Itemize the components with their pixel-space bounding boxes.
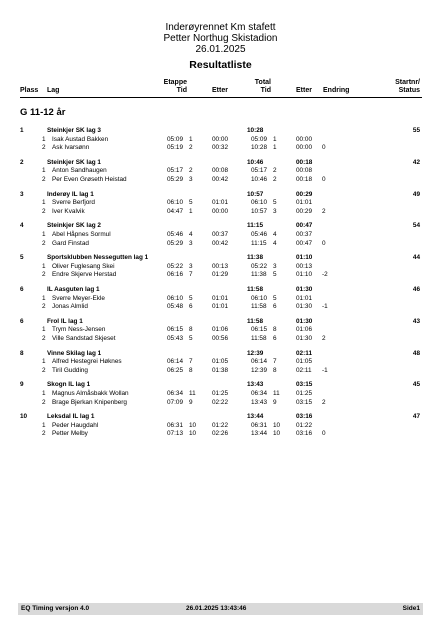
team-place: 2 xyxy=(20,158,24,166)
total-rank: 8 xyxy=(273,366,277,374)
leg-number: 1 xyxy=(42,135,46,143)
team-startnr: 54 xyxy=(412,222,420,230)
team-block xyxy=(0,286,441,318)
team-name: Vinne Skilag lag 1 xyxy=(47,349,102,357)
total-time: 06:10 xyxy=(251,294,267,302)
team-place: 4 xyxy=(20,222,24,230)
total-after: 01:25 xyxy=(296,389,312,397)
team-place: 5 xyxy=(20,254,24,262)
team-block xyxy=(0,127,441,159)
leg-after: 00:13 xyxy=(212,262,228,270)
team-block xyxy=(0,159,441,191)
leg-number: 2 xyxy=(42,144,46,152)
total-after: 00:08 xyxy=(296,167,312,175)
leg-time: 05:17 xyxy=(167,167,183,175)
runner-name: Trym Ness-Jensen xyxy=(52,326,106,334)
team-total-after: 03:15 xyxy=(296,381,313,389)
leg-after: 00:42 xyxy=(212,175,228,183)
team-startnr: 46 xyxy=(412,285,420,293)
total-time: 05:17 xyxy=(251,167,267,175)
total-rank: 3 xyxy=(273,262,277,270)
leg-row xyxy=(0,422,441,431)
leg-time: 06:31 xyxy=(167,421,183,429)
runner-name: Endre Skjerve Herstad xyxy=(52,271,117,279)
total-rank: 4 xyxy=(273,230,277,238)
leg-after: 01:22 xyxy=(212,421,228,429)
report-header xyxy=(0,22,441,72)
team-row xyxy=(0,413,441,422)
team-startnr: 43 xyxy=(412,317,420,325)
runner-name: Isak Austad Bakken xyxy=(52,135,109,143)
leg-number: 2 xyxy=(42,430,46,438)
leg-row xyxy=(0,390,441,399)
leg-row xyxy=(0,326,441,335)
leg-time: 05:09 xyxy=(167,135,183,143)
team-place: 1 xyxy=(20,127,24,134)
runner-name: Per Even Grøseth Heistad xyxy=(52,175,127,183)
leg-after: 00:37 xyxy=(212,230,228,238)
leg-time: 06:16 xyxy=(167,271,183,279)
total-rank: 6 xyxy=(273,334,277,342)
total-after: 03:15 xyxy=(296,398,312,406)
team-total-time: 11:58 xyxy=(247,317,263,325)
runner-name: Petter Melby xyxy=(52,430,88,438)
leg-number: 2 xyxy=(42,334,46,342)
total-rank: 10 xyxy=(273,430,281,438)
team-total-after: 01:30 xyxy=(296,285,313,293)
total-time: 11:38 xyxy=(251,271,267,279)
team-row xyxy=(0,286,441,295)
team-place: 3 xyxy=(20,190,24,198)
total-time: 12:39 xyxy=(251,366,267,374)
team-block xyxy=(0,191,441,223)
total-rank: 5 xyxy=(273,294,277,302)
leg-row xyxy=(0,399,441,408)
team-name: Sportsklubben Nessegutten lag 1 xyxy=(47,254,149,262)
leg-row xyxy=(0,208,441,217)
leg-rank: 5 xyxy=(189,334,193,342)
leg-time: 06:10 xyxy=(167,294,183,302)
total-time: 10:46 xyxy=(251,175,267,183)
team-name: Steinkjer SK lag 3 xyxy=(47,127,101,134)
leg-number: 2 xyxy=(42,239,46,247)
team-row xyxy=(0,254,441,263)
leg-row xyxy=(0,199,441,208)
team-place: 6 xyxy=(20,285,24,293)
team-total-after: 00:47 xyxy=(296,222,313,230)
total-after: 01:30 xyxy=(296,334,312,342)
leg-rank: 1 xyxy=(189,207,193,215)
leg-row xyxy=(0,167,441,176)
total-after: 02:11 xyxy=(296,366,312,374)
runner-name: Iver Kvalvik xyxy=(52,207,85,215)
total-after: 01:01 xyxy=(296,199,312,207)
team-total-after: 00:29 xyxy=(296,190,313,198)
leg-after: 01:38 xyxy=(212,366,228,374)
leg-row xyxy=(0,271,441,280)
team-total-time: 10:57 xyxy=(247,190,264,198)
team-total-time: 11:58 xyxy=(247,285,263,293)
leg-row xyxy=(0,335,441,344)
total-after: 01:30 xyxy=(296,303,312,311)
rank-change: 0 xyxy=(322,430,326,438)
total-rank: 11 xyxy=(273,389,280,397)
leg-after: 01:01 xyxy=(212,303,228,311)
leg-time: 05:48 xyxy=(167,303,183,311)
team-total-time: 13:43 xyxy=(247,381,264,389)
team-name: Inderøy IL lag 1 xyxy=(47,190,94,198)
leg-rank: 11 xyxy=(189,389,196,397)
team-block xyxy=(0,318,441,350)
team-name: Frol IL lag 1 xyxy=(47,317,83,325)
total-time: 11:15 xyxy=(251,239,267,247)
leg-number: 2 xyxy=(42,303,46,311)
total-rank: 2 xyxy=(273,167,277,175)
results-list xyxy=(0,127,441,445)
leg-number: 1 xyxy=(42,167,46,175)
total-time: 06:10 xyxy=(251,199,267,207)
team-row xyxy=(0,222,441,231)
leg-rank: 10 xyxy=(189,430,197,438)
runner-name: Magnus Almåsbakk Wollan xyxy=(52,389,129,397)
leg-after: 00:00 xyxy=(212,135,228,143)
leg-time: 05:43 xyxy=(167,334,183,342)
column-headers xyxy=(0,78,441,104)
col-etappe: Etappe xyxy=(163,79,187,86)
leg-rank: 5 xyxy=(189,199,193,207)
leg-rank: 8 xyxy=(189,366,193,374)
footer-page: Side1 xyxy=(402,605,420,612)
leg-after: 01:29 xyxy=(212,271,228,279)
leg-after: 01:25 xyxy=(212,389,228,397)
leg-time: 06:34 xyxy=(167,389,183,397)
leg-number: 1 xyxy=(42,326,46,334)
team-startnr: 42 xyxy=(412,158,420,166)
runner-name: Jonas Almlid xyxy=(52,303,88,311)
leg-number: 2 xyxy=(42,398,46,406)
total-rank: 7 xyxy=(273,358,277,366)
total-rank: 2 xyxy=(273,175,277,183)
leg-row xyxy=(0,430,441,439)
leg-after: 02:22 xyxy=(212,398,228,406)
leg-number: 1 xyxy=(42,294,46,302)
total-time: 13:43 xyxy=(251,398,267,406)
leg-after: 02:26 xyxy=(212,430,228,438)
leg-number: 2 xyxy=(42,207,46,215)
leg-after: 01:01 xyxy=(212,294,228,302)
team-name: IL Aasguten lag 1 xyxy=(47,285,100,293)
runner-name: Brage Bjerkan Knipenberg xyxy=(52,398,127,406)
leg-row xyxy=(0,303,441,312)
team-total-after: 02:11 xyxy=(296,349,312,357)
team-row xyxy=(0,350,441,359)
runner-name: Peder Haugdahl xyxy=(52,421,99,429)
team-total-time: 11:38 xyxy=(247,254,263,262)
total-after: 00:13 xyxy=(296,262,312,270)
leg-row xyxy=(0,295,441,304)
rank-change: 0 xyxy=(322,144,326,152)
rank-change: 0 xyxy=(322,239,326,247)
team-startnr: 45 xyxy=(412,381,420,389)
leg-number: 1 xyxy=(42,389,46,397)
runner-name: Gard Finstad xyxy=(52,239,89,247)
total-rank: 1 xyxy=(273,144,277,152)
col-plass: Plass xyxy=(20,87,39,94)
rank-change: -1 xyxy=(322,303,328,311)
team-name: Skogn IL lag 1 xyxy=(47,381,91,389)
total-time: 13:44 xyxy=(251,430,267,438)
rank-change: -1 xyxy=(322,366,328,374)
total-after: 01:22 xyxy=(296,421,312,429)
team-total-after: 01:10 xyxy=(296,254,313,262)
leg-time: 06:10 xyxy=(167,199,183,207)
team-block xyxy=(0,381,441,413)
total-after: 00:37 xyxy=(296,230,312,238)
total-rank: 8 xyxy=(273,326,277,334)
total-after: 00:00 xyxy=(296,144,312,152)
leg-after: 00:42 xyxy=(212,239,228,247)
leg-rank: 10 xyxy=(189,421,197,429)
leg-rank: 6 xyxy=(189,303,193,311)
total-after: 01:10 xyxy=(296,271,312,279)
team-startnr: 49 xyxy=(412,190,420,198)
team-block xyxy=(0,222,441,254)
total-time: 06:14 xyxy=(251,358,267,366)
leg-number: 1 xyxy=(42,358,46,366)
leg-rank: 9 xyxy=(189,398,193,406)
venue: Petter Northug Skistadion xyxy=(163,33,278,44)
team-total-time: 10:28 xyxy=(247,127,264,134)
team-total-time: 11:15 xyxy=(247,222,263,230)
leg-time: 05:46 xyxy=(167,230,183,238)
team-total-time: 10:46 xyxy=(247,158,264,166)
leg-time: 06:15 xyxy=(167,326,183,334)
col-total-tid: Tid xyxy=(260,87,271,94)
leg-rank: 1 xyxy=(189,135,193,143)
leg-time: 04:47 xyxy=(167,207,183,215)
total-time: 05:22 xyxy=(251,262,267,270)
leg-rank: 7 xyxy=(189,271,193,279)
header-rule xyxy=(20,97,422,98)
team-block xyxy=(0,413,441,445)
event-date: 26.01.2025 xyxy=(195,44,246,55)
total-after: 01:05 xyxy=(296,358,312,366)
leg-time: 05:19 xyxy=(167,144,183,152)
team-place: 9 xyxy=(20,381,24,389)
total-rank: 9 xyxy=(273,398,277,406)
total-time: 11:58 xyxy=(251,303,267,311)
total-time: 05:09 xyxy=(251,135,267,143)
team-place: 10 xyxy=(20,413,28,421)
leg-rank: 7 xyxy=(189,358,193,366)
leg-number: 2 xyxy=(42,175,46,183)
leg-after: 00:00 xyxy=(212,207,228,215)
leg-rank: 5 xyxy=(189,294,193,302)
total-after: 01:01 xyxy=(296,294,312,302)
leg-after: 00:56 xyxy=(212,334,228,342)
team-place: 8 xyxy=(20,349,24,357)
footer-software: EQ Timing versjon 4.0 xyxy=(21,605,90,612)
team-startnr: 55 xyxy=(412,127,420,134)
runner-name: Sverre Meyer-Ekle xyxy=(52,294,105,302)
leg-number: 2 xyxy=(42,366,46,374)
runner-name: Ville Sandstad Skjeset xyxy=(52,334,116,342)
leg-rank: 3 xyxy=(189,239,193,247)
leg-rank: 3 xyxy=(189,175,193,183)
leg-row xyxy=(0,231,441,240)
leg-after: 00:08 xyxy=(212,167,228,175)
col-status: Status xyxy=(398,87,420,94)
total-time: 11:58 xyxy=(251,334,267,342)
leg-time: 07:13 xyxy=(167,430,183,438)
runner-name: Ask Ivarsønn xyxy=(52,144,90,152)
leg-time: 05:22 xyxy=(167,262,183,270)
col-endring: Endring xyxy=(323,87,350,94)
team-name: Steinkjer SK lag 1 xyxy=(47,158,101,166)
leg-row xyxy=(0,176,441,185)
team-block xyxy=(0,350,441,382)
total-rank: 5 xyxy=(273,271,277,279)
total-rank: 1 xyxy=(273,135,277,143)
leg-rank: 4 xyxy=(189,230,193,238)
col-total-etter: Etter xyxy=(296,87,312,94)
event-title: Inderøyrennet Km stafett xyxy=(165,22,276,33)
col-lag: Lag xyxy=(47,87,60,94)
runner-name: Tiril Gudding xyxy=(52,366,88,374)
leg-row xyxy=(0,367,441,376)
leg-number: 1 xyxy=(42,230,46,238)
rank-change: 2 xyxy=(322,398,326,406)
total-after: 03:16 xyxy=(296,430,312,438)
total-after: 01:06 xyxy=(296,326,312,334)
group-heading: G 11-12 år xyxy=(20,107,66,118)
leg-row xyxy=(0,240,441,249)
total-time: 10:57 xyxy=(251,207,267,215)
rank-change: 0 xyxy=(322,175,326,183)
total-after: 00:47 xyxy=(296,239,312,247)
leg-after: 01:05 xyxy=(212,358,228,366)
leg-row xyxy=(0,263,441,272)
team-name: Leksdal IL lag 1 xyxy=(47,413,95,421)
total-after: 00:29 xyxy=(296,207,312,215)
team-row xyxy=(0,318,441,327)
total-time: 06:15 xyxy=(251,326,267,334)
team-row xyxy=(0,159,441,168)
team-total-time: 13:44 xyxy=(247,413,264,421)
leg-row xyxy=(0,136,441,145)
total-rank: 10 xyxy=(273,421,281,429)
total-rank: 3 xyxy=(273,207,277,215)
leg-time: 06:14 xyxy=(167,358,183,366)
leg-rank: 2 xyxy=(189,167,193,175)
report-title: Resultatliste xyxy=(189,59,252,71)
leg-after: 01:01 xyxy=(212,199,228,207)
team-place: 6 xyxy=(20,317,24,325)
leg-number: 1 xyxy=(42,199,46,207)
team-total-time: 12:39 xyxy=(247,349,264,357)
col-total: Total xyxy=(254,79,271,86)
runner-name: Anton Sandhaugen xyxy=(52,167,107,175)
team-row xyxy=(0,191,441,200)
col-startnr: Startnr/ xyxy=(395,79,420,86)
total-rank: 5 xyxy=(273,199,277,207)
rank-change: -2 xyxy=(322,271,328,279)
page-footer xyxy=(18,603,423,615)
col-etter: Etter xyxy=(212,87,228,94)
leg-rank: 2 xyxy=(189,144,193,152)
team-row xyxy=(0,381,441,390)
team-row xyxy=(0,127,441,136)
rank-change: 2 xyxy=(322,207,326,215)
total-after: 00:18 xyxy=(296,175,312,183)
total-time: 06:31 xyxy=(251,421,267,429)
rank-change: 2 xyxy=(322,334,326,342)
total-after: 00:00 xyxy=(296,135,312,143)
leg-time: 07:09 xyxy=(167,398,183,406)
team-name: Steinkjer SK lag 2 xyxy=(47,222,101,230)
leg-number: 2 xyxy=(42,271,46,279)
total-rank: 4 xyxy=(273,239,277,247)
team-block xyxy=(0,254,441,286)
total-time: 10:28 xyxy=(251,144,267,152)
team-total-after: 01:30 xyxy=(296,317,313,325)
runner-name: Alfred Hestegrei Høknes xyxy=(52,358,122,366)
runner-name: Sverre Berfjord xyxy=(52,199,95,207)
leg-row xyxy=(0,144,441,153)
team-startnr: 48 xyxy=(412,349,420,357)
total-rank: 6 xyxy=(273,303,277,311)
leg-row xyxy=(0,358,441,367)
leg-time: 05:29 xyxy=(167,175,183,183)
team-startnr: 47 xyxy=(412,413,420,421)
footer-timestamp: 26.01.2025 13:43:46 xyxy=(186,605,247,612)
total-time: 05:46 xyxy=(251,230,267,238)
leg-after: 01:06 xyxy=(212,326,228,334)
team-total-after: 03:16 xyxy=(296,413,313,421)
col-etappe-tid: Tid xyxy=(176,87,187,94)
total-time: 06:34 xyxy=(251,389,267,397)
leg-after: 00:32 xyxy=(212,144,228,152)
leg-time: 06:25 xyxy=(167,366,183,374)
leg-rank: 8 xyxy=(189,326,193,334)
runner-name: Abel Håpnes Sormul xyxy=(52,230,111,238)
leg-time: 05:29 xyxy=(167,239,183,247)
team-total-after: 00:18 xyxy=(296,158,313,166)
runner-name: Oliver Fuglesang Skei xyxy=(52,262,115,270)
team-startnr: 44 xyxy=(412,254,420,262)
leg-number: 1 xyxy=(42,262,46,270)
leg-rank: 3 xyxy=(189,262,193,270)
leg-number: 1 xyxy=(42,421,46,429)
